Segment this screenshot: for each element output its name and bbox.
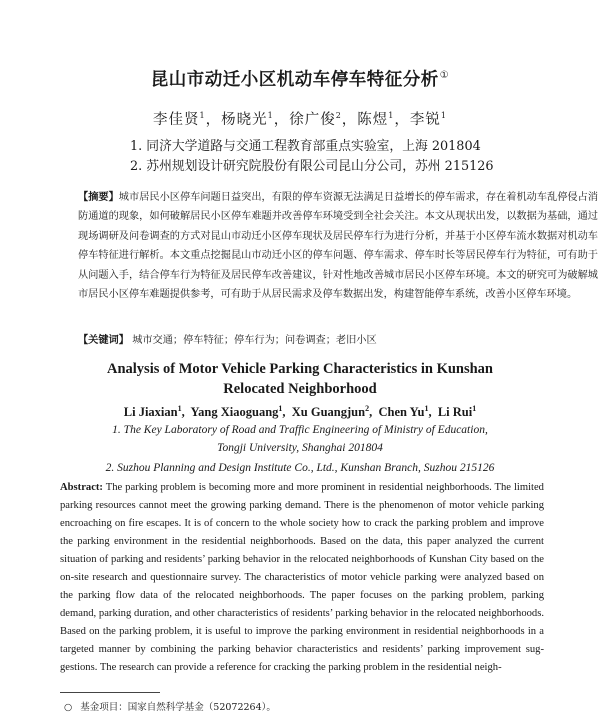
title-footnote-mark: ① xyxy=(439,70,450,82)
author: 徐广俊$^2$ xyxy=(289,111,342,128)
chinese-keywords-text: 城市交通；停车特征；停车行为；问卷调查；老旧小区 xyxy=(132,335,377,346)
footnote-text: 基金项目：国家自然科学基金（52072264）。 xyxy=(80,702,276,713)
english-abstract xyxy=(60,479,544,677)
author: 陈煜$^1$ xyxy=(357,111,395,128)
chinese-title-text: 昆山市动迁小区机动车停车特征分析 xyxy=(150,70,439,90)
english-affiliation-1-line-2: Tongji University, Shanghai 201804 xyxy=(217,442,383,454)
author: Li Jiaxian$^1$ xyxy=(123,404,182,420)
chinese-abstract xyxy=(78,188,598,304)
author: Chen Yu$^1$ xyxy=(378,404,429,420)
chinese-title xyxy=(0,66,600,91)
chinese-author-list: 李佳贤$^1$，杨晓光$^1$，徐广俊$^2$，陈煜$^1$，李锐$^1$ xyxy=(153,111,447,128)
english-abstract-label: Abstract: xyxy=(60,482,103,493)
chinese-abstract-label: 【摘要】 xyxy=(78,192,119,203)
author: 李锐$^1$ xyxy=(409,111,447,128)
english-title-line-1: Analysis of Motor Vehicle Parking Characteristics in Kunshan xyxy=(106,361,493,377)
author: Li Rui$^1$ xyxy=(437,404,477,420)
chinese-abstract-text: 城市居民小区停车问题日益突出，有限的停车资源无法满足日益增长的停车需求，存在着机动车乱停侵占消防通道的现象，如何破解居民小区停车难题并改善停车环境受到全社会关注。本文从现状出发，以数据为基础，通过现场调研及问卷调查的方式对昆山市动迁小区停车现状及居民停车行为进行分析，并基于小区停车流水数据对机动车停车特征进行解析。本文重点挖掘昆山市动迁小区的停车问题、停车需求、停车时长等居民停车行为特征，可有助于从问题入手，结合停车行为特征及居民停车改善建议，针对性地改善城市居民小区停车环境。本文的研究可为破解城市居民小区停车难题提供参考，可有助于从居民需求及停车数据出发，构建智能停车系统，改善小区停车环境。 xyxy=(78,192,599,301)
chinese-keywords-label: 【关键词】 xyxy=(78,335,129,346)
english-abstract-text: The parking problem is becoming more and more prominent in residential neighborhoods. The limited parking resources cannot meet the growing parking demand. There is the phenomenon of motor vehicle parking encroaching on fire escapes. It is of concern to the whole society how to crack the parking problem and improve the parking environment in the residential neighborhoods. Based on the data, this paper analyzed the current situation of parking and residents’ parking behavior in the relocated neighborhoods of Kunshan City based on the on-site research and questionnaire survey. The characteristics of motor vehicle parking were analyzed based on the parking flow data of the relocated neighborhoods. The paper focuses on the parking problem, parking demand, parking duration, and other characteristics of residents’ parking behavior in the relocated neighborhoods. Based on the parking problem, it is useful to improve the parking environment in residential neighborhoods in a targeted manner by combining the parking behavior characteristics and residents’ parking improvement suggestions. The research can provide a reference for cracking the parking problem in the residential neigh- xyxy=(60,482,544,673)
chinese-affiliation-1: 1. 同济大学道路与交通工程教育部重点实验室，上海 201804 xyxy=(130,139,481,154)
english-author-list: Li Jiaxian$^1$, Yang Xiaoguang$^1$, Xu Guangjun$^2$, Chen Yu$^1$, Li Rui$^1$ xyxy=(123,404,477,420)
funding-footnote xyxy=(64,699,276,713)
chinese-affiliation-2: 2. 苏州规划设计研究院股份有限公司昆山分公司，苏州 215126 xyxy=(130,159,494,174)
author: 杨晓光$^1$ xyxy=(221,111,274,128)
author: Yang Xiaoguang$^1$ xyxy=(190,404,283,420)
footnote-mark: ○ xyxy=(64,702,73,713)
english-affiliation-1-line-1: 1. The Key Laboratory of Road and Traffic Engineering of Ministry of Education, xyxy=(112,424,488,436)
english-affiliation-2: 2. Suzhou Planning and Design Institute Co., Ltd., Kunshan Branch, Suzhou 215126 xyxy=(105,462,495,474)
chinese-keywords xyxy=(78,331,598,346)
footnote-divider xyxy=(60,692,160,693)
english-title-line-2: Relocated Neighborhood xyxy=(223,381,377,397)
author: Xu Guangjun$^2$ xyxy=(291,404,370,420)
author: 李佳贤$^1$ xyxy=(153,111,206,128)
